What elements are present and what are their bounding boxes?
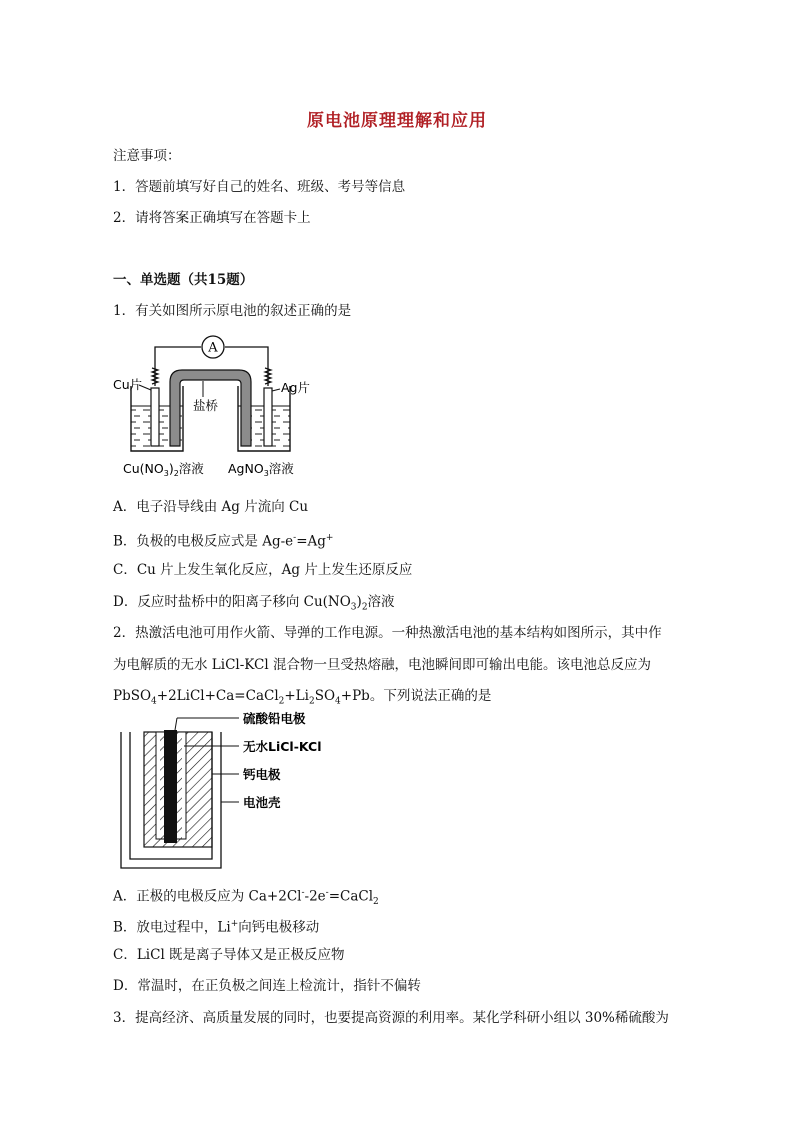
q2-option-d: D．常温时，在正负极之间连上检流计，指针不偏转	[113, 978, 421, 994]
lead-sulfate-electrode	[164, 730, 177, 843]
left-solution-label: $Cu(NO_3)_2$溶液	[123, 461, 204, 478]
q2-option-b: B．放电过程中，Li+向钙电极移动	[113, 919, 320, 936]
notice-item-1: 1．答题前填写好自己的姓名、班级、考号等信息	[113, 179, 406, 195]
right-solution-label: AgNO$_3$溶液	[228, 461, 294, 478]
q1-option-a: A．电子沿导线由 Ag 片流向 Cu	[113, 499, 309, 515]
ammeter-label: A	[208, 340, 218, 356]
label-lead-sulfate: 硫酸铅电极	[243, 711, 306, 726]
q2-option-c: C．LiCl 既是离子导体又是正极反应物	[113, 947, 345, 963]
q2-stem-line-3: $PbSO_4+2LiCl+Ca=CaCl_2+Li_2SO_4+Pb$。下列说法正确的是	[113, 688, 492, 707]
q1-option-c: C．Cu 片上发生氧化反应，Ag 片上发生还原反应	[113, 562, 413, 578]
q2-stem-line-2: 为电解质的无水 LiCl-KCl 混合物一旦受热熔融，电池瞬间即可输出电能。该电池总反应为	[113, 657, 651, 673]
q2-stem-line-1: 2．热激活电池可用作火箭、导弹的工作电源。一种热激活电池的基本结构如图所示，其中作	[113, 625, 662, 641]
cu-label: Cu片	[113, 377, 143, 392]
ag-label: Ag片	[281, 380, 310, 395]
page-title: 原电池原理理解和应用	[307, 111, 487, 131]
salt-bridge-label: 盐桥	[193, 398, 219, 413]
q2-option-a: A．正极的电极反应为 Ca+2Cl--2e-=CaCl$_2$	[113, 888, 379, 908]
q1-stem: 1．有关如图所示原电池的叙述正确的是	[113, 303, 352, 319]
notice-heading: 注意事项：	[113, 148, 181, 164]
q3-stem-line-1: 3．提高经济、高质量发展的同时，也要提高资源的利用率。某化学科研小组以 30%稀硫酸为	[113, 1010, 669, 1026]
label-case: 电池壳	[243, 795, 281, 810]
q1-option-d: D．反应时盐桥中的阳离子移向 $Cu(NO_3)_2$溶液	[113, 594, 395, 613]
q1-option-b: B．负极的电极反应式是 Ag-e-=Ag+	[113, 533, 334, 550]
notice-item-2: 2．请将答案正确填写在答题卡上	[113, 210, 311, 226]
q2-thermal-battery-diagram	[113, 708, 333, 873]
label-electrolyte: 无水LiCl-KCl	[243, 739, 322, 754]
ag-electrode	[264, 388, 272, 446]
q1-galvanic-cell-diagram	[113, 334, 323, 480]
label-calcium: 钙电极	[243, 767, 281, 782]
section-title: 一、单选题（共15题）	[113, 272, 254, 288]
cu-electrode	[151, 388, 159, 446]
